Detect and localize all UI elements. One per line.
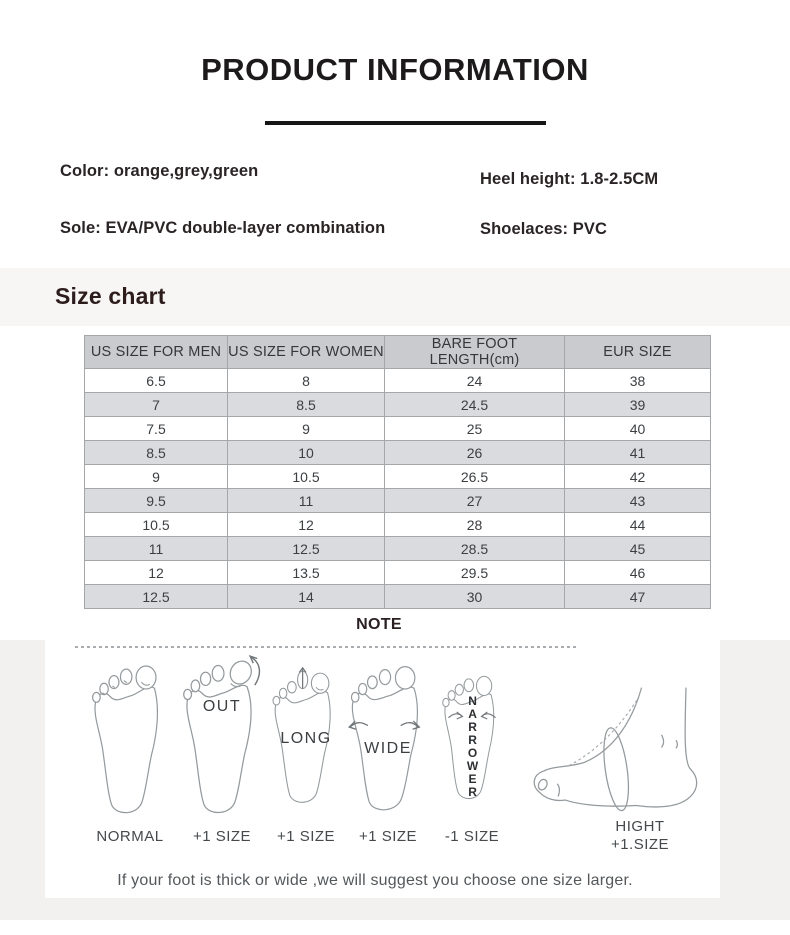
table-cell: 11 [228,489,385,513]
foot-guide-item-long [266,648,346,858]
foot-size-label [580,818,700,854]
foot-wide-illustration [347,654,429,812]
table-cell: 47 [565,585,711,609]
foot-inner-label: OUT [202,698,242,715]
table-cell: 10 [228,441,385,465]
foot-inner-label: LONG [280,730,332,747]
table-header-row [85,336,711,369]
table-cell: 12.5 [228,537,385,561]
table-cell: 7.5 [85,417,228,441]
table-cell: 27 [385,489,565,513]
table-cell: 39 [565,393,711,417]
table-cell: 13.5 [228,561,385,585]
spec-sole: Sole: EVA/PVC double-layer combination [60,219,386,237]
foot-guide-item-hight [516,648,720,858]
note-label: NOTE [356,616,402,633]
table-row [85,465,711,489]
table-cell: 14 [228,585,385,609]
table-cell: 12.5 [85,585,228,609]
foot-size-label: +1 SIZE [358,828,418,845]
foot-normal-illustration [88,648,172,820]
spec-heel-height: Heel height: 1.8-2.5CM [480,170,659,188]
table-cell: 9 [85,465,228,489]
table-cell: 8.5 [228,393,385,417]
foot-size-label: -1 SIZE [444,828,500,845]
table-cell: 25 [385,417,565,441]
table-cell: 7 [85,393,228,417]
table-cell: 28.5 [385,537,565,561]
table-cell: 12 [228,513,385,537]
table-cell: 30 [385,585,565,609]
table-cell: 10.5 [85,513,228,537]
table-row [85,441,711,465]
table-cell: 11 [85,537,228,561]
page-title: PRODUCT INFORMATION [201,52,589,87]
spec-color: Color: orange,grey,green [60,162,259,180]
table-cell: 6.5 [85,369,228,393]
table-row [85,585,711,609]
table-cell: 26 [385,441,565,465]
spec-shoelaces: Shoelaces: PVC [480,220,608,238]
table-cell: 42 [565,465,711,489]
size-chart-heading: Size chart [55,283,166,309]
foot-size-label: +1 SIZE [192,828,252,845]
foot-out-illustration [179,648,265,816]
table-cell: 10.5 [228,465,385,489]
table-row [85,513,711,537]
table-row [85,393,711,417]
foot-size-label: NORMAL [96,828,164,845]
foot-guide-item-wide [344,648,432,858]
column-header-us-women: US SIZE FOR WOMEN [228,336,385,369]
column-header-eur-size: EUR SIZE [565,336,711,369]
table-cell: 8.5 [85,441,228,465]
foot-inner-label: NARROWER [465,694,480,798]
table-cell: 24 [385,369,565,393]
table-row [85,369,711,393]
table-cell: 28 [385,513,565,537]
table-cell: 24.5 [385,393,565,417]
table-cell: 41 [565,441,711,465]
table-cell: 8 [228,369,385,393]
table-row [85,417,711,441]
table-cell: 9 [228,417,385,441]
table-cell: 46 [565,561,711,585]
table-cell: 38 [565,369,711,393]
title-underline [265,121,546,125]
foot-guide-item-normal [84,648,176,858]
size-chart-table [84,335,711,609]
column-header-us-men: US SIZE FOR MEN [85,336,228,369]
foot-guide-item-out [176,648,268,858]
column-header-foot-length: BARE FOOT LENGTH(cm) [385,336,565,369]
table-cell: 44 [565,513,711,537]
foot-side-illustration [522,684,714,820]
table-cell: 40 [565,417,711,441]
table-cell: 45 [565,537,711,561]
foot-size-label: +1 SIZE [276,828,336,845]
table-row [85,489,711,513]
table-cell: 9.5 [85,489,228,513]
table-row [85,537,711,561]
table-cell: 26.5 [385,465,565,489]
foot-guide-item-narrower [430,648,514,858]
footnote-text: If your foot is thick or wide ,we will suggest you choose one size larger. [117,872,633,889]
table-cell: 29.5 [385,561,565,585]
table-cell: 43 [565,489,711,513]
foot-inner-label: WIDE [364,740,412,757]
hight-label-line1: HIGHT [615,818,665,835]
hight-label-line2: +1.SIZE [610,836,670,853]
table-row [85,561,711,585]
table-cell: 12 [85,561,228,585]
